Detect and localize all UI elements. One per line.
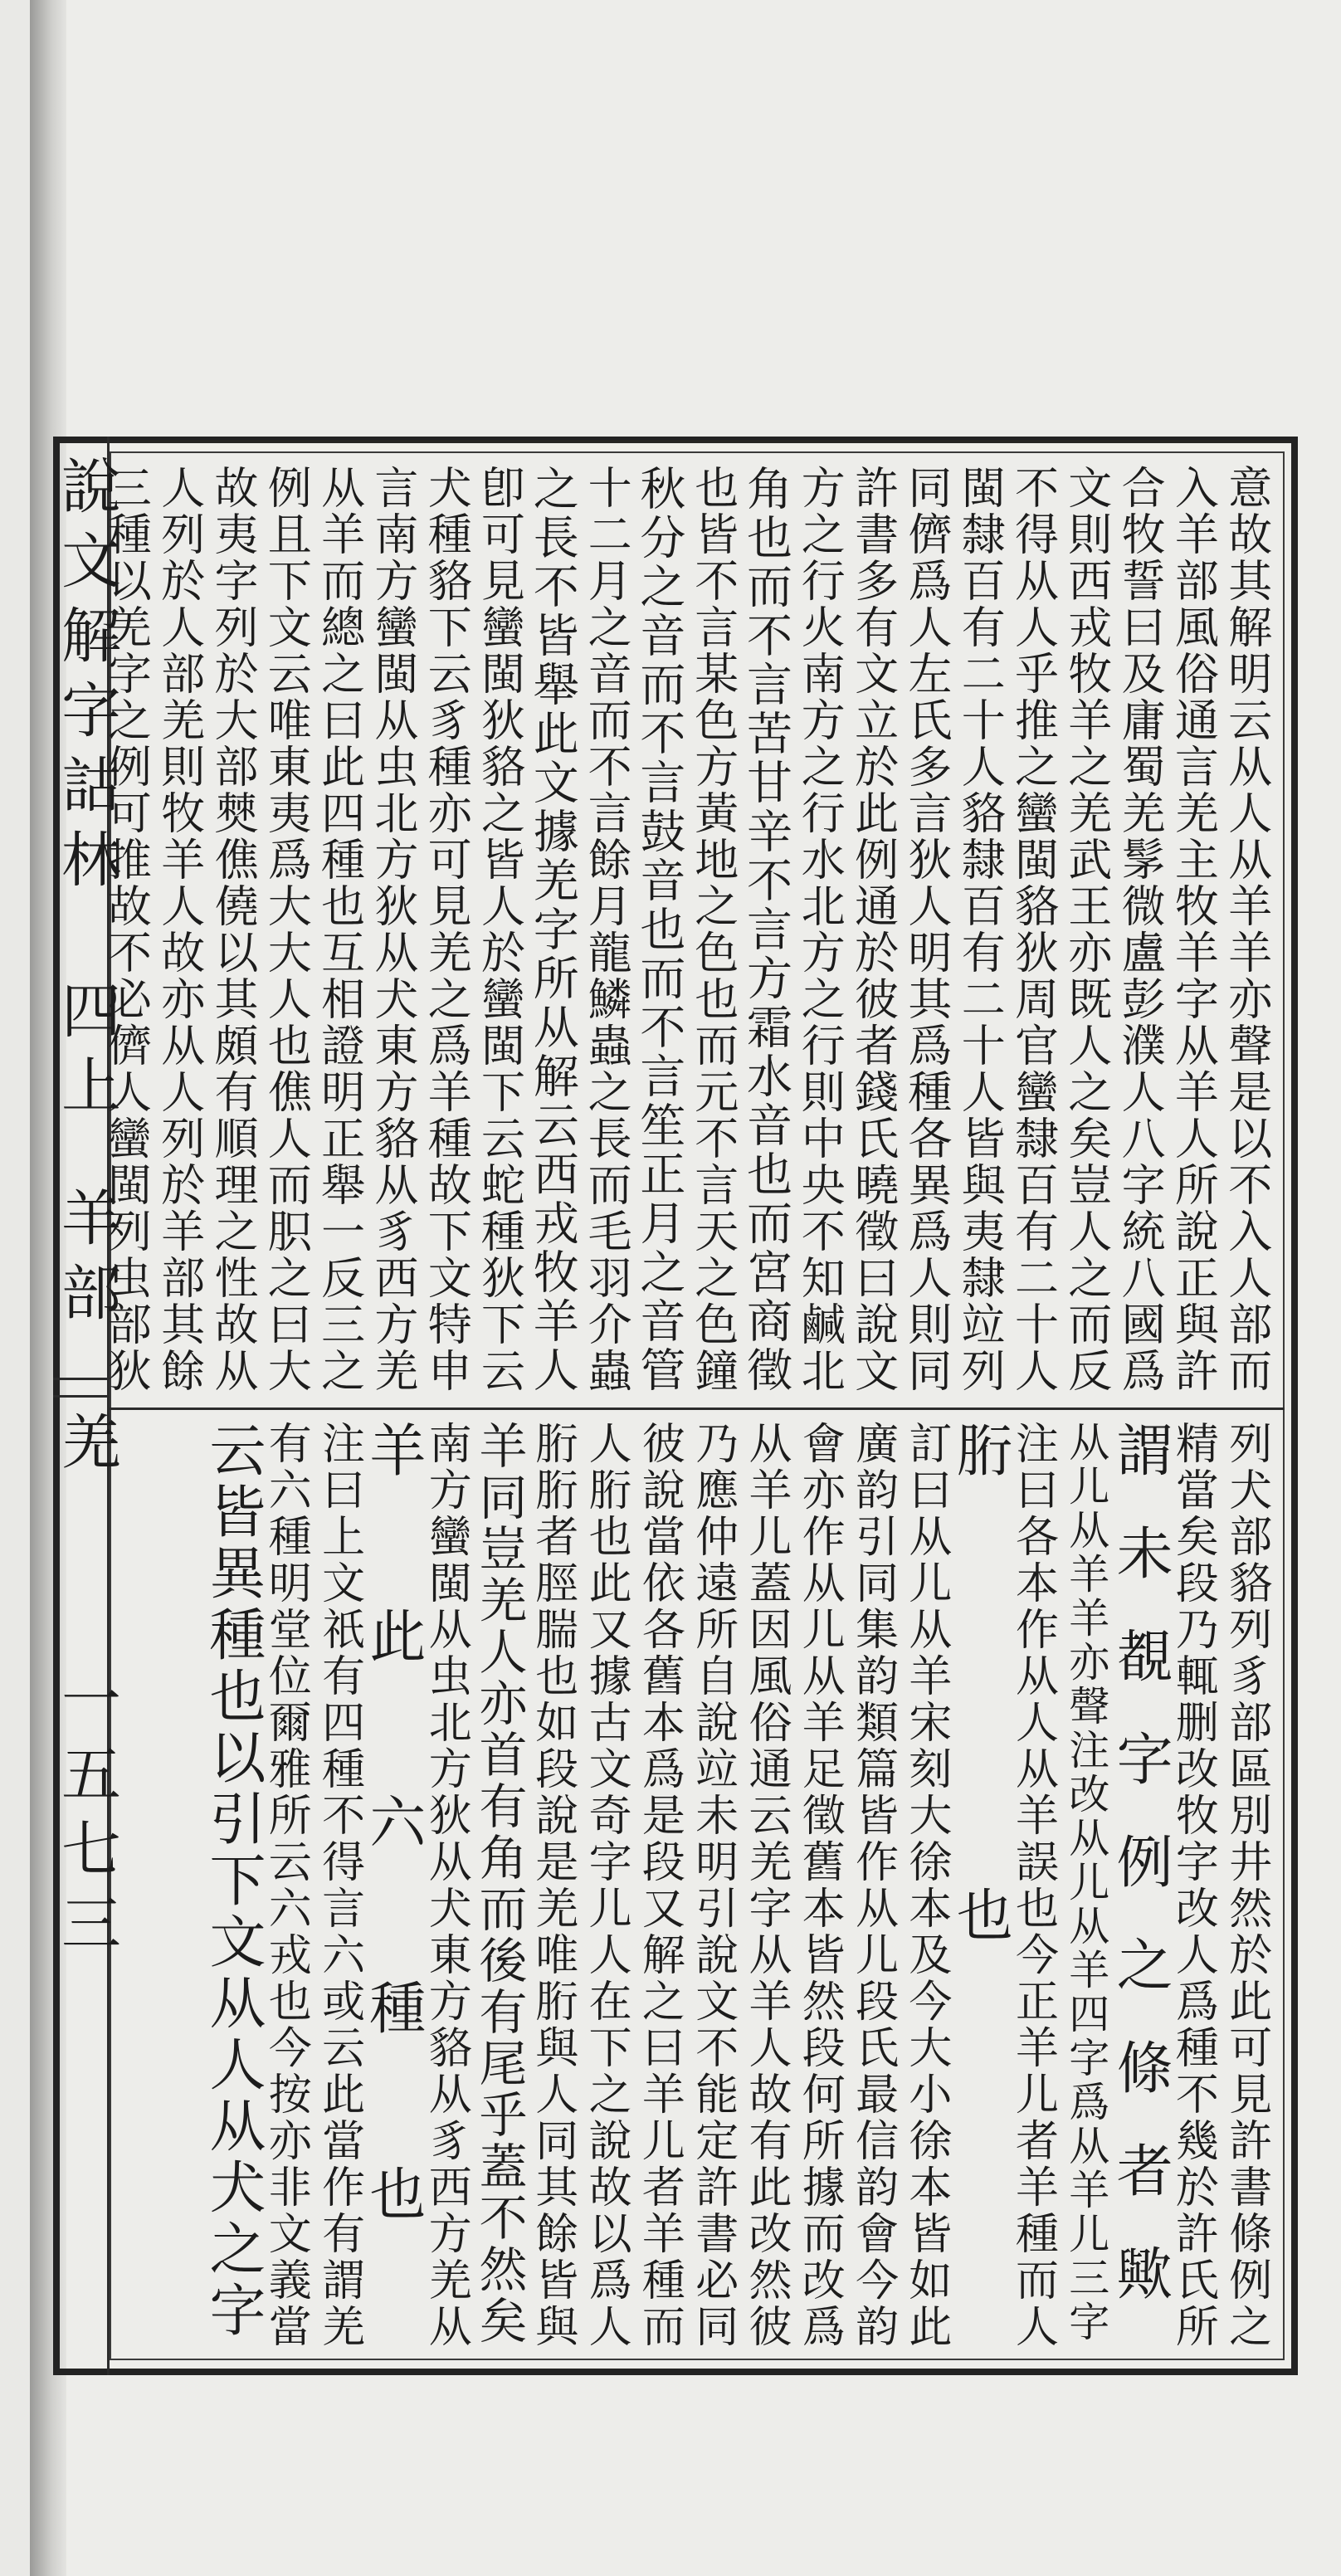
lower-column: 注曰各本作从人从羊誤也今正羊儿者羊種而人: [1007, 1421, 1058, 2350]
upper-column: 人列於人部羌則牧羊人故亦从人列於羊部其餘: [154, 465, 205, 1394]
upper-column: 方之行火南方之行水北方之行則中央不知鹹北: [794, 465, 846, 1394]
lower-column: 胻也: [947, 1421, 1013, 2350]
entry-label: 羌: [51, 1411, 121, 1486]
upper-column: 三種以羌字之例可推故不必儕人蠻閩列虫部狄: [100, 465, 152, 1394]
lower-column: 乃應仲遠所自說竝未明引說文不能定許書必同: [687, 1421, 738, 2350]
lower-column: 羊此六種也: [359, 1421, 426, 2350]
register-divider: [110, 1408, 1285, 1410]
lower-column: 謂未覩字例之條者歟: [1107, 1421, 1173, 2347]
page-number: 一五七三: [51, 1668, 121, 1967]
upper-column: 之長不皆舉此文據羌字所从解云西戎牧羊人: [525, 465, 579, 1395]
lower-column: 有六種明堂位爾雅所云六戎也今按亦非文義當: [261, 1421, 311, 2350]
upper-column: 秋分之音而不言鼓音也而不言笙正月之音管: [632, 465, 686, 1395]
upper-column: 言南方蠻閩从虫北方狄从犬東方貉从豸西方羌: [367, 465, 418, 1394]
upper-column: 同儕爲人左氏多言狄人明其爲種各異爲人則同: [900, 465, 952, 1394]
radical-label: 羊部: [51, 1187, 121, 1336]
lower-column: 列犬部貉列豸部區別井然於此可見許書條例之: [1221, 1421, 1271, 2350]
upper-column: 合牧誓曰及庸蜀羌髳微盧彭濮人八字統八國爲: [1114, 465, 1166, 1394]
upper-column: 不得从人乎推之蠻閩貉狄周官蠻隸百有二十人: [1007, 465, 1059, 1394]
lower-column: 精當矣段乃輒删改牧字改人爲種不幾於許氏所: [1168, 1421, 1218, 2350]
lower-column: 云皆異種也以引下文从人从犬之字: [200, 1421, 266, 2342]
lower-column: 从儿从羊羊亦聲注改从儿从羊四字爲从羊儿三字: [1062, 1421, 1110, 2344]
upper-column: 意故其解明云从人从羊羊亦聲是以不入人部而: [1221, 465, 1272, 1394]
lower-column: 从羊儿蓋因風俗通云羌字从羊人故有此改然彼: [741, 1421, 791, 2350]
lower-column: 人胻也此又據古文奇字儿人在下之說故以爲人: [581, 1421, 631, 2350]
upper-column: 角也而不言苦甘辛不言方霜水音也而宮商徵: [739, 465, 792, 1395]
upper-column: 从羊而總之曰此四種也互相證明正舉一反三之: [314, 465, 365, 1394]
lower-column: 羊同豈羌人亦首有角而後有尾乎蓋不然矣: [471, 1421, 528, 2347]
lower-column: 訂曰从儿从羊宋刻大徐本及今大小徐本皆如此: [900, 1421, 951, 2350]
lower-column: 南方蠻閩从虫北方狄从犬東方貉从豸西方羌从: [421, 1421, 471, 2350]
upper-column: 例且下文云唯東夷爲大大人也僬人而胑之曰大: [261, 465, 312, 1394]
upper-column: 閩隸百有二十人貉隸百有二十人皆與夷隸竝列: [954, 465, 1006, 1394]
lower-column: 會亦作从儿从羊足徵舊本皆然段何所據而改爲: [794, 1421, 845, 2350]
lower-column: 胻胻者脛腨也如段說是羌唯胻與人同其餘皆與: [527, 1421, 578, 2350]
lower-column: 彼說當依各舊本爲是段又解之曰羊儿者羊種而: [634, 1421, 685, 2350]
book-title: 說文解字詁林: [51, 455, 121, 903]
lower-column: 廣韵引同集韵類篇皆作从儿段氏最信韵會今韵: [847, 1421, 898, 2350]
upper-column: 故夷字列於大部僰僬僥以其頗有順理之性故从: [207, 465, 258, 1394]
upper-column: 卽可見蠻閩狄貉之皆人於蠻閩下云蛇種狄下云: [474, 465, 525, 1394]
lower-column: 注曰上文祇有四種不得言六或云此當作有謂羌: [314, 1421, 364, 2350]
upper-column: 入羊部風俗通言羌主牧羊字从羊人所說正與許: [1168, 465, 1219, 1394]
upper-column: 許書多有文立於此例通於彼者錢氏曉徵曰說文: [847, 465, 899, 1394]
upper-column: 文則西戎牧羊之羌武王亦既人之矣豈人之而反: [1061, 465, 1112, 1394]
section-label: 四上: [51, 979, 121, 1129]
upper-column: 也皆不言某色方黃地之色也而元不言天之色鐘: [687, 465, 739, 1394]
upper-column: 犬種貉下云豸種亦可見羌之爲羊種故下文特申: [421, 465, 472, 1394]
upper-column: 十二月之音而不言餘月龍鱗蟲之長而毛羽介蟲: [581, 465, 632, 1394]
